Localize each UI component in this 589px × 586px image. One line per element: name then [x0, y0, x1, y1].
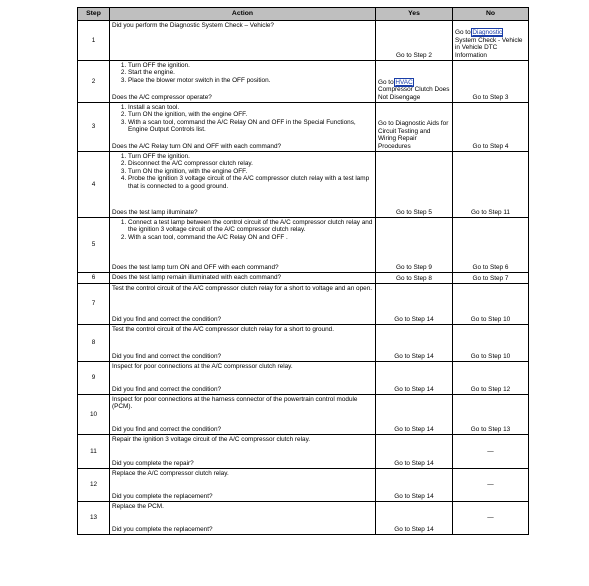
action-text: Inspect for poor connections at the harness connector of the powertrain control module (PCM).: [112, 396, 358, 411]
yes-cell: [376, 362, 453, 395]
action-cell: [110, 21, 376, 61]
table-row: [78, 502, 529, 535]
action-cell: [110, 362, 376, 395]
table-row: [78, 284, 529, 325]
no-cell: [453, 284, 529, 325]
yes-cell: [376, 273, 453, 284]
instruction-item: 3. Place the blower motor switch in the OFF position.: [128, 77, 373, 84]
instruction-list: [112, 219, 373, 241]
action-cell: [110, 435, 376, 469]
yes-result: Go to Step 5: [396, 208, 432, 216]
action-cell: [110, 152, 376, 218]
step-number: 7: [78, 284, 110, 325]
action-question: Does the test lamp turn ON and OFF with each command?: [112, 263, 279, 271]
step-number: 3: [78, 103, 110, 152]
header-step: Step: [78, 8, 110, 21]
no-cell: [453, 469, 529, 502]
action-cell: [110, 218, 376, 273]
no-prefix: Go to: [455, 29, 473, 37]
yes-cell: [376, 469, 453, 502]
instruction-item: 1. Install a scan tool.: [128, 104, 373, 111]
step-number: 1: [78, 21, 110, 61]
no-rest: System Check - Vehicle in Vehicle DTC Information: [455, 36, 523, 59]
header-action: Action: [110, 8, 376, 21]
step-number: 2: [78, 61, 110, 103]
action-question: Did you find and correct the condition?: [112, 425, 222, 433]
action-cell: [110, 273, 376, 284]
action-text: Replace the A/C compressor clutch relay.: [112, 470, 229, 477]
yes-result: Go to Step 14: [394, 425, 434, 433]
step-number: 4: [78, 152, 110, 218]
step-number: 5: [78, 218, 110, 273]
action-question: Does the A/C compressor operate?: [112, 93, 212, 101]
table-row: [78, 273, 529, 284]
no-result: Go to Step 12: [470, 385, 511, 393]
action-cell: [110, 469, 376, 502]
instruction-item: 2. Start the engine.: [128, 69, 373, 76]
instruction-item: 1. Connect a test lamp between the control circuit of the A/C compressor clutch relay and the ignition 3 voltage circuit of the A/C compressor clutch relay.: [128, 219, 373, 234]
no-result: Go to Step 4: [472, 142, 509, 150]
action-question: Does the A/C Relay turn ON and OFF with each command?: [112, 142, 282, 150]
step-number: 12: [78, 469, 110, 502]
table-row: [78, 435, 529, 469]
yes-cell: [376, 21, 453, 61]
header-yes: Yes: [376, 8, 453, 21]
yes-cell: [376, 435, 453, 469]
step-number: 9: [78, 362, 110, 395]
instruction-item: 2. Disconnect the A/C compressor clutch relay.: [128, 160, 373, 167]
step-number: 11: [78, 435, 110, 469]
no-cell: [453, 61, 529, 103]
yes-result: Go to Step 14: [394, 459, 434, 467]
diagnostic-link[interactable]: Diagnostic: [472, 29, 503, 37]
action-text: Test the control circuit of the A/C compressor clutch relay for a short to voltage and an open.: [112, 285, 373, 292]
action-question: Did you find and correct the condition?: [112, 352, 222, 360]
step-number: 8: [78, 325, 110, 362]
action-question: Does the test lamp illuminate?: [112, 208, 198, 216]
table-row: [78, 61, 529, 103]
instruction-list: [112, 62, 373, 84]
action-cell: [110, 325, 376, 362]
header-no: No: [453, 8, 529, 21]
yes-rest: Compressor Clutch Does Not Disengage: [378, 86, 450, 101]
no-result: Go to Step 10: [470, 315, 511, 323]
yes-cell: [376, 61, 453, 103]
yes-cell: [376, 284, 453, 325]
no-cell: [453, 395, 529, 435]
action-question: Did you complete the replacement?: [112, 492, 213, 500]
hvac-link[interactable]: HVAC: [395, 78, 413, 86]
action-cell: [110, 61, 376, 103]
no-cell: [453, 273, 529, 284]
diagnostic-table: [77, 7, 529, 535]
yes-result: Go to Step 2: [396, 51, 432, 59]
yes-cell: [376, 502, 453, 535]
instruction-list: [112, 153, 373, 190]
no-cell: [453, 325, 529, 362]
action-question: Did you perform the Diagnostic System Check – Vehicle?: [112, 22, 274, 29]
step-number: 10: [78, 395, 110, 435]
no-result: Go to Step 3: [472, 93, 509, 101]
table-row: [78, 395, 529, 435]
table-row: [78, 325, 529, 362]
instruction-item: 4. Probe the ignition 3 voltage circuit of the A/C compressor clutch relay with a test lamp that is connected to a good ground.: [128, 175, 373, 190]
no-cell: [453, 435, 529, 469]
action-text: Repair the ignition 3 voltage circuit of the A/C compressor clutch relay.: [112, 436, 311, 443]
instruction-list: [112, 104, 373, 134]
step-number: 13: [78, 502, 110, 535]
action-cell: [110, 502, 376, 535]
table-row: [78, 218, 529, 273]
table-row: [78, 362, 529, 395]
table-row: [78, 103, 529, 152]
action-question: Did you complete the replacement?: [112, 525, 213, 533]
instruction-item: 2. With a scan tool, command the A/C Relay ON and OFF .: [128, 234, 373, 241]
yes-cell: [376, 325, 453, 362]
instruction-item: 1. Turn OFF the ignition.: [128, 62, 373, 69]
yes-cell: [376, 152, 453, 218]
yes-result: Go to Step 14: [394, 385, 434, 393]
no-result: Go to Step 10: [470, 352, 511, 360]
no-cell: [453, 21, 529, 61]
action-text: Replace the PCM.: [112, 503, 164, 510]
yes-cell: [376, 395, 453, 435]
action-text: Inspect for poor connections at the A/C compressor clutch relay.: [112, 363, 293, 370]
no-cell: [453, 152, 529, 218]
no-result: Go to Step 7: [472, 274, 509, 282]
no-result: Go to Step 11: [471, 208, 510, 216]
table-header-row: [78, 8, 529, 21]
instruction-item: 3. With a scan tool, command the A/C Relay ON and OFF in the Special Functions, Engine Output Controls list.: [128, 119, 373, 134]
action-question: Does the test lamp remain illuminated with each command?: [112, 274, 282, 281]
action-cell: [110, 103, 376, 152]
action-question: Did you find and correct the condition?: [112, 385, 222, 393]
no-cell: [453, 103, 529, 152]
no-result: —: [487, 514, 494, 522]
table-row: [78, 469, 529, 502]
no-result: —: [487, 447, 494, 455]
no-result: Go to Step 6: [472, 263, 509, 271]
no-cell: [453, 502, 529, 535]
no-cell: [453, 218, 529, 273]
action-question: Did you complete the repair?: [112, 459, 194, 467]
yes-result: Go to Step 14: [394, 525, 434, 533]
yes-result: Go to Step 8: [396, 274, 432, 282]
yes-result: Go to Step 9: [396, 263, 432, 271]
yes-result: Go to Step 14: [394, 352, 434, 360]
action-question: Did you find and correct the condition?: [112, 315, 222, 323]
no-result: Go to Step 13: [470, 425, 511, 433]
no-cell: [453, 362, 529, 395]
table-row: [78, 21, 529, 61]
instruction-item: 1. Turn OFF the ignition.: [128, 153, 373, 160]
yes-cell: [376, 218, 453, 273]
table-row: [78, 152, 529, 218]
instruction-item: 3. Turn ON the ignition, with the engine OFF.: [128, 168, 373, 175]
no-result: —: [487, 481, 494, 489]
yes-cell: [376, 103, 453, 152]
yes-result: Go to Diagnostic Aids for Circuit Testing and Wiring Repair Procedures: [378, 120, 449, 150]
yes-result: Go to Step 14: [394, 315, 434, 323]
yes-prefix: Go to: [378, 78, 396, 86]
action-cell: [110, 284, 376, 325]
instruction-item: 2. Turn ON the ignition, with the engine OFF.: [128, 111, 373, 118]
yes-result: Go to Step 14: [394, 492, 434, 500]
step-number: 6: [78, 273, 110, 284]
action-cell: [110, 395, 376, 435]
action-text: Test the control circuit of the A/C compressor clutch relay for a short to ground.: [112, 326, 334, 333]
